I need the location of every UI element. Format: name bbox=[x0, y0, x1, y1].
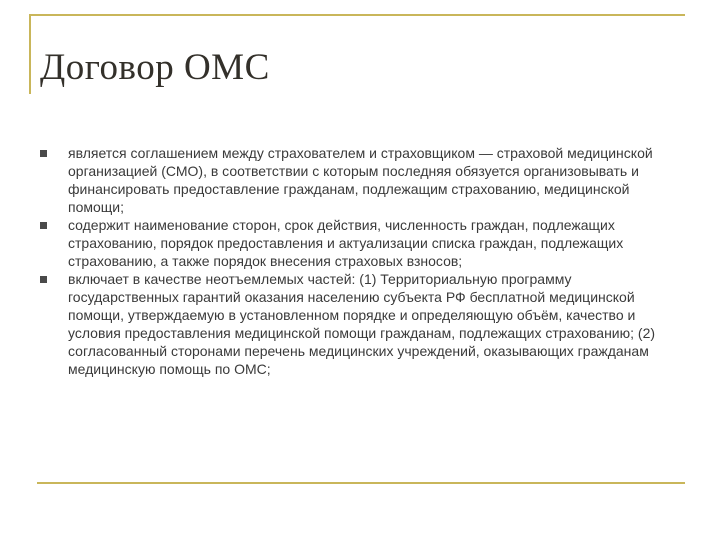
list-item bbox=[36, 144, 676, 216]
square-bullet-icon bbox=[40, 150, 47, 157]
list-item bbox=[36, 216, 676, 270]
bullet-text: содержит наименование сторон, срок действия, численность граждан, подлежащих страхованию, порядок предоставления и актуализации списка граждан, подлежащих страхованию, а также порядок внесения страховых взносов; bbox=[68, 217, 624, 269]
frame-top-rule bbox=[29, 14, 685, 16]
slide-title: Договор ОМС bbox=[40, 47, 270, 88]
frame-left-rule bbox=[29, 14, 31, 94]
square-bullet-icon bbox=[40, 222, 47, 229]
list-item bbox=[36, 270, 676, 378]
frame-bottom-rule bbox=[37, 482, 685, 484]
bullet-list bbox=[36, 144, 676, 378]
square-bullet-icon bbox=[40, 276, 47, 283]
bullet-text: является соглашением между страхователем и страховщиком — страховой медицинской организацией (СМО), в соответствии с которым последняя обязуется организовывать и финансировать предоставление гражданам, подлежащим страхованию, медицинской помощи; bbox=[68, 145, 653, 215]
bullet-text: включает в качестве неотъемлемых частей: (1) Территориальную программу государственных гарантий оказания населению субъекта РФ бесплатной медицинской помощи, утверждаемую в установленном порядке и определяющую объём, качество и условия предоставления медицинской помощи гражданам, подлежащих страхованию; (2) согласованный сторонами перечень медицинских учреждений, оказывающих гражданам медицинскую помощь по ОМС; bbox=[68, 271, 656, 377]
